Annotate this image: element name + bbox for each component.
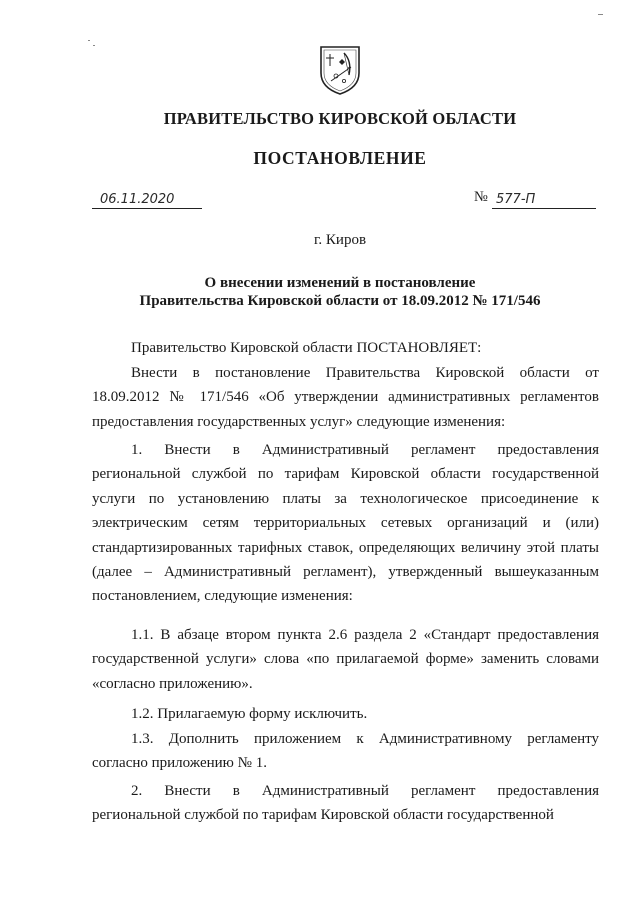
paragraph-1-3: 1.3. Дополнить приложением к Административному регламенту согласно приложению № 1.	[92, 731, 599, 772]
paragraph-1: 1. Внести в Административный регламент предоставления региональной службой по тарифам Кировской области государственной услуги по установлению платы за технологическое присоединение к электрическим сетям территориальных сетевых организаций и (или) стандартизированных тарифных ставок, определяющих величину этой платы (далее – Административный регламент), утвержденный вышеуказанным постановлением, следующие изменения:	[92, 442, 599, 605]
scan-speck	[598, 14, 603, 15]
kirov-region-coat-of-arms-icon	[319, 45, 361, 95]
intro-paragraph: Правительство Кировской области ПОСТАНОВЛЯЕТ:	[131, 340, 482, 356]
paragraph-1-1: 1.1. В абзаце втором пункта 2.6 раздела 2 «Стандарт предоставления государственной услуги» слова «по прилагаемой форме» заменить словами «согласно приложению».	[92, 627, 599, 692]
document-date: 06.11.2020	[92, 192, 202, 209]
city-name: г. Киров	[313, 232, 367, 248]
organization-title: ПРАВИТЕЛЬСТВО КИРОВСКОЙ ОБЛАСТИ	[163, 109, 517, 128]
paragraph-1-2: 1.2. Прилагаемую форму исключить.	[131, 706, 368, 722]
subject-line-2: Правительства Кировской области от 18.09.2012 № 171/546	[139, 293, 541, 309]
document-type-title: ПОСТАНОВЛЕНИЕ	[253, 148, 427, 168]
subject-line-1: О внесении изменений в постановление	[204, 275, 476, 291]
main-paragraph: Внести в постановление Правительства Кировской области от 18.09.2012 № 171/546 «Об утверждении административных регламентов предоставления государственных услуг» следующие изменения:	[92, 365, 599, 430]
scan-speck	[88, 40, 90, 41]
paragraph-2: 2. Внести в Административный регламент предоставления региональной службой по тарифам Кировской области государственной	[92, 783, 599, 824]
document-number: 577-П	[492, 192, 596, 209]
scan-speck	[93, 45, 95, 46]
number-label: №	[474, 189, 488, 205]
